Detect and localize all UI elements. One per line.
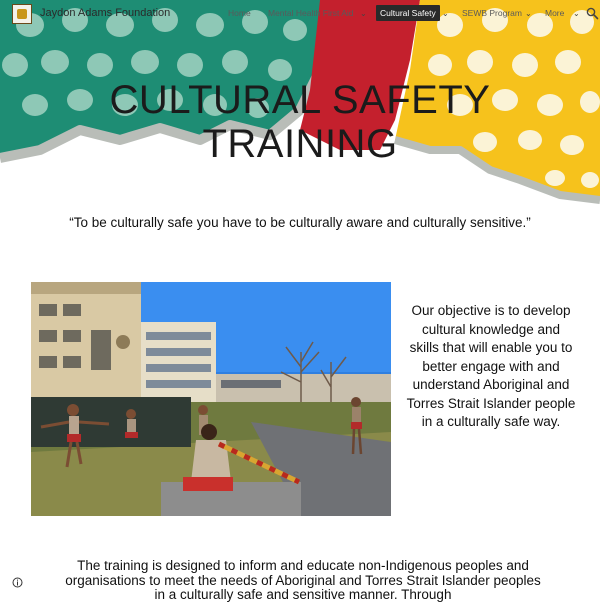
site-title[interactable]: Jaydon Adams Foundation xyxy=(40,7,171,19)
hero-banner xyxy=(0,0,600,205)
nav-item-sewb-program[interactable]: SEWB Program xyxy=(462,8,522,18)
top-nav xyxy=(0,0,600,28)
cultural-safety-quote: “To be culturally safe you have to be culturally aware and culturally sensitive.” xyxy=(69,215,531,230)
nav-item-mental-health-first-aid[interactable]: Mental Health First Aid xyxy=(268,8,354,18)
page-title-line2: TRAINING xyxy=(202,122,398,166)
chevron-down-icon[interactable]: ⌄ xyxy=(525,9,532,18)
chevron-down-icon[interactable]: ⌄ xyxy=(573,9,580,18)
search-icon[interactable] xyxy=(586,7,599,20)
page-title xyxy=(0,78,600,166)
info-icon[interactable] xyxy=(12,577,23,588)
page-title-line1: CULTURAL SAFETY xyxy=(109,78,491,122)
nav-item-home[interactable]: Home xyxy=(228,8,251,18)
training-description: The training is designed to inform and educate non-Indigenous peoples and organisations to meet the needs of Aboriginal and Torres Strait Islander peoples in a culturally safe and sensitive manner. Through xyxy=(65,558,541,602)
objective-text: Our objective is to develop cultural knowledge and skills that will enable you to better engage with and understand Aboriginal and Torres Strait Islander people in a culturally safe way. xyxy=(406,303,576,429)
site-logo[interactable] xyxy=(12,4,32,24)
aboriginal-performers-photo xyxy=(31,282,391,516)
chevron-down-icon[interactable]: ⌄ xyxy=(442,9,449,18)
nav-item-cultural-safety[interactable]: Cultural Safety xyxy=(376,5,440,21)
chevron-down-icon[interactable]: ⌄ xyxy=(360,9,367,18)
nav-item-more[interactable]: More xyxy=(545,8,565,18)
